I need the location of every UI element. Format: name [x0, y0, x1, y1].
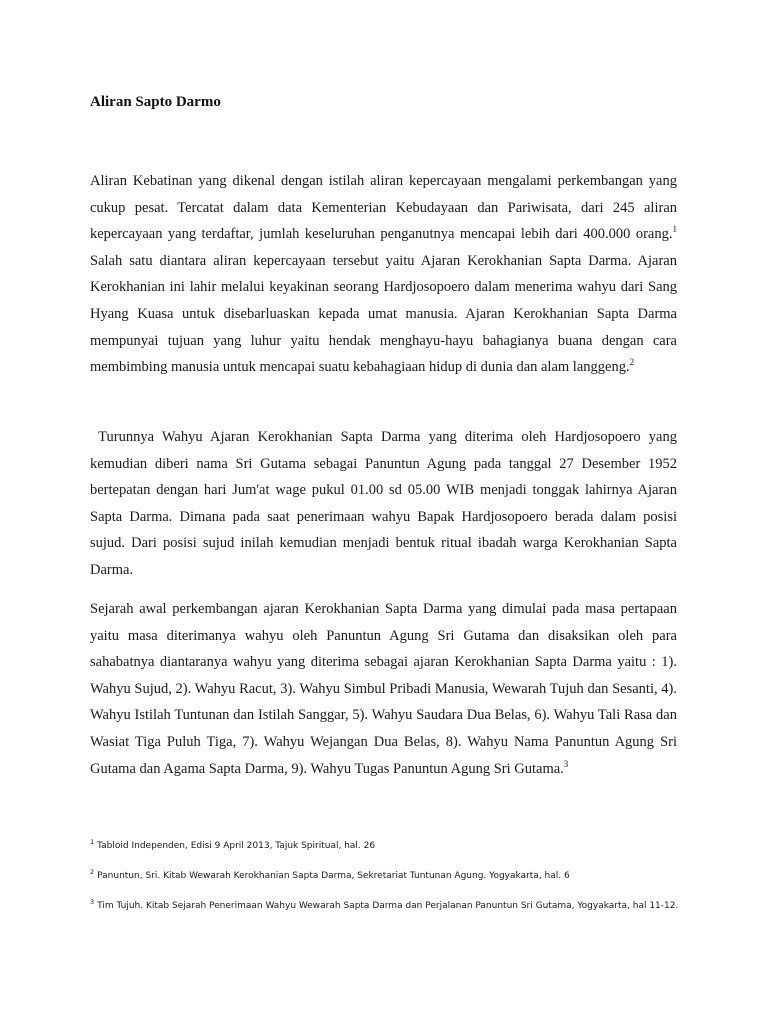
paragraph-1-text-a: Aliran Kebatinan yang dikenal dengan istilah aliran kepercayaan mengalami perkembangan yang cukup pesat. Tercatat dalam data Kementerian Kebudayaan dan Pariwisata, dari 245 aliran kepercayaan yang terdaftar, jumlah keseluruhan penganutnya mencapai lebih dari 400.000 orang.: [90, 173, 677, 243]
paragraph-2-text: Turunnya Wahyu Ajaran Kerokhanian Sapta Darma yang diterima oleh Hardjosopoero yang kemudian diberi nama Sri Gutama sebagai Panuntun Agung pada tanggal 27 Desember 1952 bertepatan dengan hari Jum'at wage pukul 01.00 sd 05.00 WIB menjadi tonggak lahirnya Ajaran Sapta Darma. Dimana pada saat penerimaan wahyu Bapak Hardjosopoero berada dalam posisi sujud. Dari posisi sujud inilah kemudian menjadi bentuk ritual ibadah warga Kerokhanian Sapta Darma.: [90, 429, 677, 578]
paragraph-1-text-b: Salah satu diantara aliran kepercayaan tersebut yaitu Ajaran Kerokhanian Sapta Darma. Ajaran Kerokhanian ini lahir melalui keyakinan seorang Hardjosopoero dalam menerima wahyu dari Sang Hyang Kuasa untuk disebarluaskan kepada umat manusia. Ajaran Kerokhanian Sapta Darma mempunyai tujuan yang luhur yaitu hendak menghayu-hayu bahagianya buana dengan cara membimbing manusia untuk mencapai suatu kebahagiaan hidup di dunia dan alam langgeng.: [90, 252, 677, 376]
footnote-2-number: 2: [90, 868, 95, 876]
paragraph-3: [90, 596, 677, 782]
footnote-2-text: Panuntun, Sri. Kitab Wewarah Kerokhanian Sapta Darma, Sekretariat Tuntunan Agung. Yogyakarta, hal. 6: [97, 871, 570, 881]
footnote-ref-2[interactable]: 2: [629, 357, 635, 368]
footnote-ref-3[interactable]: 3: [563, 758, 569, 769]
paragraph-1: [90, 168, 677, 381]
footnote-1: [90, 838, 680, 855]
footnote-3: [90, 898, 680, 915]
document-title: Aliran Sapto Darmo: [90, 94, 221, 110]
footnote-3-text: Tim Tujuh. Kitab Sejarah Penerimaan Wahyu Wewarah Sapta Darma dan Perjalanan Panuntun Sri Gutama, Yogyakarta, hal 11-12.: [97, 901, 679, 911]
paragraph-3-text: Sejarah awal perkembangan ajaran Kerokhanian Sapta Darma yang dimulai pada masa pertapaan yaitu masa diterimanya wahyu oleh Panuntun Agung Sri Gutama dan disaksikan oleh para sahabatnya diantaranya wahyu yang diterima sebagai ajaran Kerokhanian Sapta Darma yaitu : 1). Wahyu Sujud, 2). Wahyu Racut, 3). Wahyu Simbul Pribadi Manusia, Wewarah Tujuh dan Sesanti, 4). Wahyu Istilah Tuntunan dan Istilah Sanggar, 5). Wahyu Saudara Dua Belas, 6). Wahyu Tali Rasa dan Wasiat Tiga Puluh Tiga, 7). Wahyu Wejangan Dua Belas, 8). Wahyu Nama Panuntun Agung Sri Gutama dan Agama Sapta Darma, 9). Wahyu Tugas Panuntun Agung Sri Gutama.: [90, 601, 677, 777]
paragraph-2: [90, 424, 677, 584]
footnote-1-text: Tabloid Independen, Edisi 9 April 2013, Tajuk Spiritual, hal. 26: [97, 841, 376, 851]
footnote-1-number: 1: [90, 838, 95, 846]
footnote-ref-1[interactable]: 1: [672, 224, 677, 235]
footnote-3-number: 3: [90, 898, 95, 906]
footnote-2: [90, 868, 680, 885]
